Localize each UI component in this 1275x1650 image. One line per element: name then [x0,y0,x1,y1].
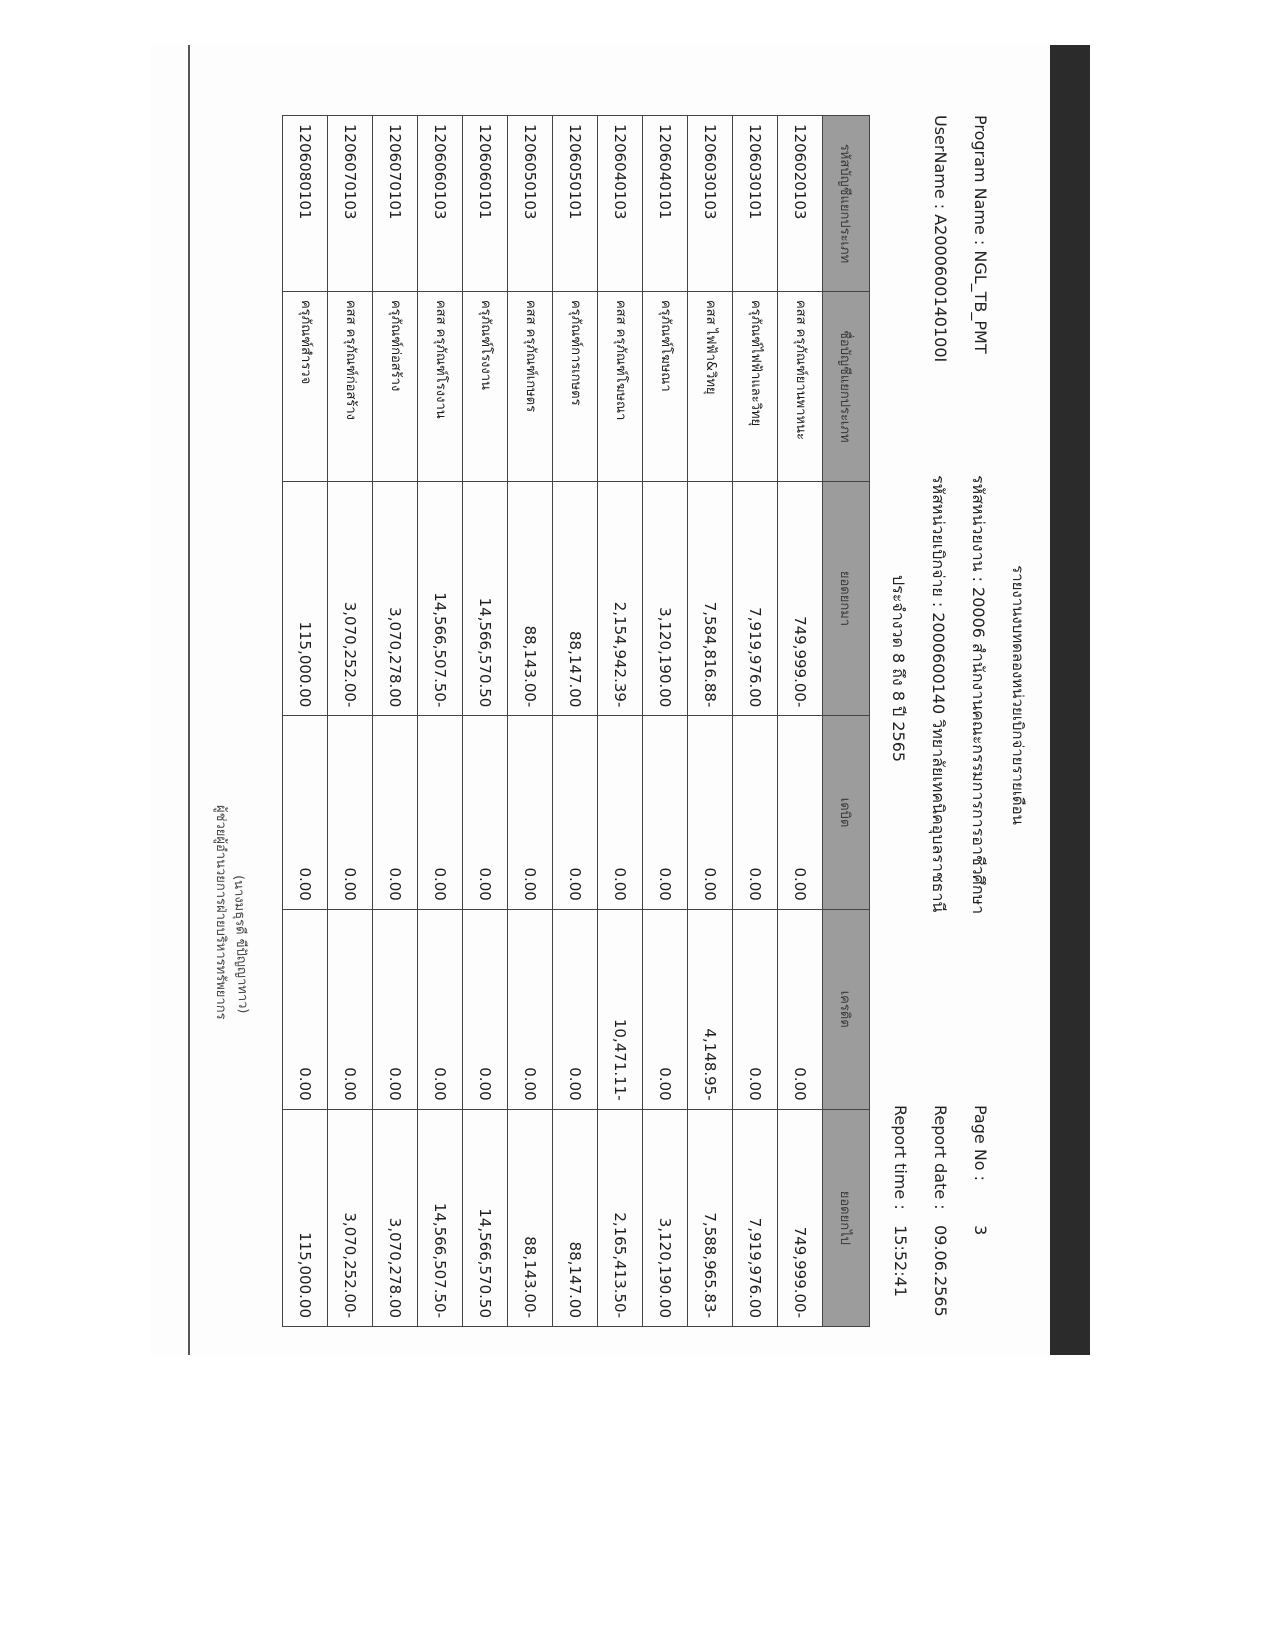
page-no-value: 3 [971,1225,990,1236]
debit: 0.00 [328,716,373,909]
carry-forward: 14,566,570.50 [463,1109,508,1326]
account-code: 1206060103 [418,116,463,292]
account-code: 1206030103 [688,116,733,292]
page-no-label: Page No : [971,1105,990,1182]
page-no-row [971,1105,990,1235]
disbursing-unit: รหัสหน่วยเบิกจ่าย : 2000600140 วิทยาลัยเทคนิคอุบลราชธานี [929,475,948,913]
table-row [328,116,373,1327]
debit: 0.00 [508,716,553,909]
debit: 0.00 [733,716,778,909]
account-name: ครุภัณฑ์การเกษตร [553,291,598,481]
header-account-name: ชื่อบัญชีแยกประเภท [823,291,870,481]
header-account-code: รหัสบัญชีแยกประเภท [823,116,870,292]
account-name: ครุภัณฑ์โฆษณา [643,291,688,481]
table-row [553,116,598,1327]
report-title: รายงานงบทดลองหน่วยเบิกจ่ายรายเดือน [1009,565,1027,825]
account-name: ครุภัณฑ์ไฟฟ้าและวิทยุ [733,291,778,481]
balance-forward: 115,000.00 [283,481,328,716]
credit: 0.00 [373,909,418,1109]
carry-forward: 3,070,252.00- [328,1109,373,1326]
credit: 0.00 [733,909,778,1109]
credit: 0.00 [508,909,553,1109]
debit: 0.00 [553,716,598,909]
carry-forward: 2,165,413.50- [598,1109,643,1326]
debit: 0.00 [643,716,688,909]
account-name: คสส ครุภัณฑ์ยานพาหนะ [778,291,823,481]
report-time-row [891,1105,910,1297]
table-row [688,116,733,1327]
account-name: คสส ไฟฟ้า&วิทยุ [688,291,733,481]
balance-forward: 3,070,252.00- [328,481,373,716]
debit: 0.00 [373,716,418,909]
carry-forward: 7,588,965.83- [688,1109,733,1326]
account-code: 1206030101 [733,116,778,292]
account-name: คสส ครุภัณฑ์เกษตร [508,291,553,481]
table-row [463,116,508,1327]
credit: 0.00 [643,909,688,1109]
credit: 4,148.95- [688,909,733,1109]
header-carry-forward: ยอดยกไป [823,1109,870,1326]
account-name: คสส ครุภัณฑ์โฆษณา [598,291,643,481]
balance-forward: 88,147.00 [553,481,598,716]
signature-name: (นางมธุรดี ขีปัญญาทาว) [230,874,251,1014]
balance-forward: 2,154,942.39- [598,481,643,716]
balance-forward: 14,566,507.50- [418,481,463,716]
debit: 0.00 [283,716,328,909]
signature-position: ผู้ช่วยผู้อำนวยการฝ่ายบริหารทรัพยากร [213,805,228,1020]
account-code: 1206020103 [778,116,823,292]
balance-forward: 3,070,278.00 [373,481,418,716]
balance-forward: 749,999.00- [778,481,823,716]
scan-bottom-line [188,45,190,1355]
account-code: 1206070101 [373,116,418,292]
credit: 0.00 [283,909,328,1109]
table-row [733,116,778,1327]
balance-forward: 7,584,816.88- [688,481,733,716]
carry-forward: 14,566,507.50- [418,1109,463,1326]
debit: 0.00 [418,716,463,909]
credit: 0.00 [463,909,508,1109]
table-row [508,116,553,1327]
table-header-row [823,116,870,1327]
credit: 0.00 [328,909,373,1109]
credit: 0.00 [418,909,463,1109]
account-name: ครุภัณฑ์สำรวจ [283,291,328,481]
carry-forward: 749,999.00- [778,1109,823,1326]
balance-forward: 7,919,976.00 [733,481,778,716]
carry-forward: 88,147.00 [553,1109,598,1326]
account-code: 1206070103 [328,116,373,292]
report-period: ประจำงวด 8 ถึง 8 ปี 2565 [889,575,908,763]
balance-forward: 3,120,190.00 [643,481,688,716]
scan-top-bar [1050,45,1090,1355]
report-time-label: Report time : [891,1105,910,1210]
table-row [373,116,418,1327]
debit: 0.00 [778,716,823,909]
balance-forward: 88,143.00- [508,481,553,716]
header-debit: เดบิต [823,716,870,909]
credit: 0.00 [553,909,598,1109]
debit: 0.00 [463,716,508,909]
header-balance-forward: ยอดยกมา [823,481,870,716]
report-date-label: Report date : [931,1105,950,1210]
carry-forward: 3,070,278.00 [373,1109,418,1326]
account-code: 1206060101 [463,116,508,292]
table-row [778,116,823,1327]
report-date-row [931,1105,950,1317]
trial-balance-table [282,115,870,1327]
account-name: คสส ครุภัณฑ์โรงงาน [418,291,463,481]
account-code: 1206040103 [598,116,643,292]
table-row [598,116,643,1327]
carry-forward: 88,143.00- [508,1109,553,1326]
debit: 0.00 [598,716,643,909]
username: UserName : A2000600140100I [931,115,950,363]
header-credit: เครดิต [823,909,870,1109]
table-row [643,116,688,1327]
credit: 0.00 [778,909,823,1109]
debit: 0.00 [688,716,733,909]
table-row [418,116,463,1327]
carry-forward: 7,919,976.00 [733,1109,778,1326]
carry-forward: 115,000.00 [283,1109,328,1326]
account-name: คสส ครุภัณฑ์ก่อสร้าง [328,291,373,481]
unit-code: รหัสหน่วยงาน : 20006 สำนักงานคณะกรรมการการอาชีวศึกษา [969,475,988,915]
account-name: ครุภัณฑ์โรงงาน [463,291,508,481]
credit: 10,471.11- [598,909,643,1109]
account-code: 1206040101 [643,116,688,292]
account-code: 1206080101 [283,116,328,292]
account-code: 1206050101 [553,116,598,292]
rotated-report-page [150,45,1090,1355]
report-time-value: 15:52:41 [891,1225,910,1297]
balance-forward: 14,566,570.50 [463,481,508,716]
account-name: ครุภัณฑ์ก่อสร้าง [373,291,418,481]
table-body [283,116,823,1327]
table-row [283,116,328,1327]
program-name: Program Name : NGL_TB_PMT [971,115,990,354]
carry-forward: 3,120,190.00 [643,1109,688,1326]
account-code: 1206050103 [508,116,553,292]
report-date-value: 09.06.2565 [931,1225,950,1317]
